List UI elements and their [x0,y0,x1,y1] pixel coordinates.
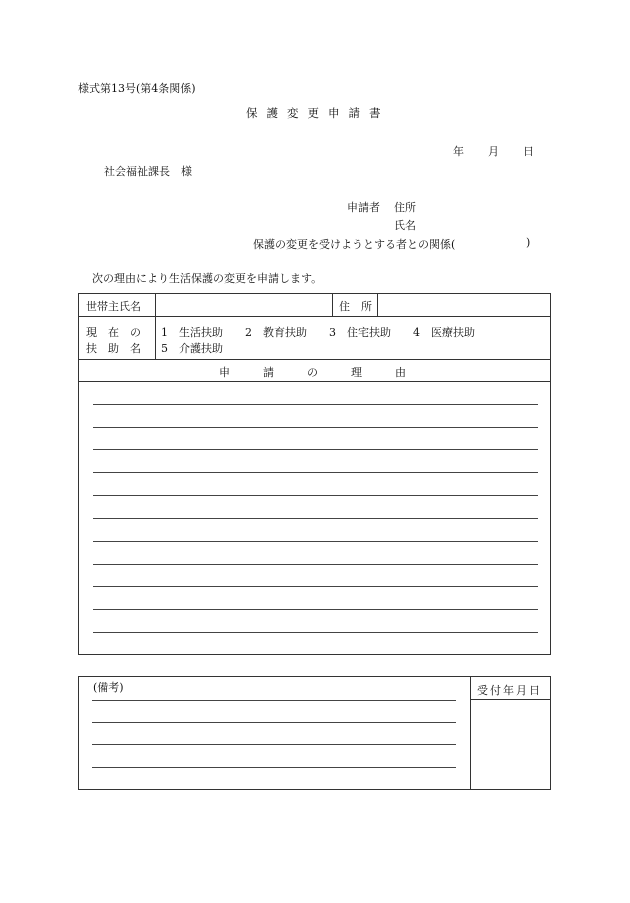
applicant-address-label: 住所 [394,201,416,214]
date-month-label: 月 [488,145,499,158]
head-of-household-label: 世帯主氏名 [86,300,141,313]
address-label: 住 所 [339,300,372,313]
remarks-line [92,700,456,701]
reason-line [93,609,538,610]
form-number: 様式第13号(第4条関係) [78,82,196,95]
received-date-divider [470,699,550,700]
aid-types-line1: 1 生活扶助 2 教育扶助 3 住宅扶助 4 医療扶助 [161,326,475,339]
current-aid-label-line1: 現 在 の [86,326,141,339]
reason-line [93,427,538,428]
remarks-table [78,676,551,790]
application-table [78,293,551,655]
reason-line [93,586,538,587]
reason-line [93,541,538,542]
row-divider [79,381,550,382]
row-divider [79,359,550,360]
divider [470,677,471,789]
reason-line [93,564,538,565]
reason-line [93,404,538,405]
received-date-label: 受付年月日 [477,684,542,697]
reason-line [93,472,538,473]
remarks-line [92,767,456,768]
current-aid-label-line2: 扶 助 名 [86,342,141,355]
remarks-label: (備考) [93,681,124,694]
aid-types-line2: 5 介護扶助 [161,342,223,355]
divider [377,294,378,316]
reason-line [93,495,538,496]
applicant-relation-close: ) [526,236,531,249]
divider [332,294,333,316]
remarks-line [92,744,456,745]
reason-line [93,518,538,519]
remarks-line [92,722,456,723]
applicant-label: 申請者 [347,201,380,214]
divider [155,294,156,316]
addressee: 社会福祉課長 様 [104,165,192,178]
reason-line [93,449,538,450]
divider [155,316,156,359]
form-title: 保護変更申請書 [246,106,390,120]
reason-line [93,632,538,633]
applicant-relation-label: 保護の変更を受けようとする者との関係( [253,238,456,251]
date-year-label: 年 [453,145,464,158]
row-divider [79,316,550,317]
intro-text: 次の理由により生活保護の変更を申請します。 [92,272,323,285]
date-day-label: 日 [523,145,534,158]
reason-header: 申 請 の 理 由 [219,366,406,379]
applicant-name-label: 氏名 [394,219,416,232]
